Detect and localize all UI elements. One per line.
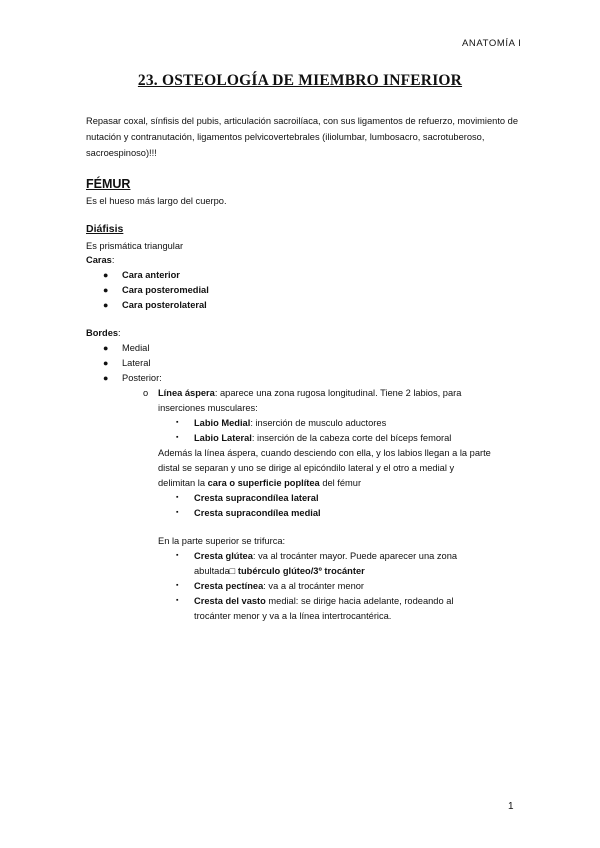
round-bullet: ● (103, 358, 109, 368)
round-bullet: ● (103, 270, 109, 280)
running-header: ANATOMÍA I (462, 38, 522, 49)
page-title: 23. OSTEOLOGÍA DE MIEMBRO INFERIOR (137, 72, 463, 89)
cresta-glutea-item-2: abultada□ tubérculo glúteo/3º trocánter (194, 566, 365, 576)
list-item: Posterior: (122, 373, 162, 383)
intro-paragraph: Repasar coxal, sínfisis del pubis, articulación sacroilíaca, con sus ligamentos de refuerzo, movimiento de nutación y contranutación, ligamentos pelvicovertebrales (iliolumbar, lumbosacro, sacrotuberoso, sacroespinoso)!!! (86, 116, 518, 158)
femur-description: Es el hueso más largo del cuerpo. (86, 196, 227, 206)
list-item: Cara posterolateral (122, 300, 207, 310)
linea-aspera-line: Línea áspera: aparece una zona rugosa longitudinal. Tiene 2 labios, para (158, 388, 462, 398)
list-item: Lateral (122, 358, 151, 368)
bordes-label: Bordes: (86, 328, 121, 338)
round-bullet: ● (103, 285, 109, 295)
labio-medial-item: Labio Medial: inserción de musculo aductores (194, 418, 387, 428)
linea-aspera-line-2: inserciones musculares: (158, 403, 258, 413)
caras-label: Caras: (86, 255, 115, 265)
round-bullet: ● (103, 300, 109, 310)
square-bullet: ▪ (176, 494, 179, 501)
trifurca-intro: En la parte superior se trifurca: (158, 536, 286, 546)
square-bullet: ▪ (176, 597, 179, 604)
subsection-heading-diafisis: Diáfisis (86, 223, 124, 235)
square-bullet: ▪ (176, 509, 179, 516)
square-bullet: ▪ (176, 434, 179, 441)
list-item: Medial (122, 343, 150, 353)
square-bullet: ▪ (176, 419, 179, 426)
linea-aspera-paragraph-1: Además la línea áspera, cuando desciendo con ella, y los labios llegan a la parte (158, 448, 491, 458)
linea-aspera-paragraph-2: distal se separan y uno se dirige al epicóndilo lateral y el otro a medial y (158, 463, 455, 473)
diafisis-description: Es prismática triangular (86, 241, 184, 251)
cresta-pectinea-item: Cresta pectínea: va a al trocánter menor (194, 581, 365, 591)
square-bullet: ▪ (176, 552, 179, 559)
list-item: Cara posteromedial (122, 285, 209, 295)
linea-aspera-paragraph-3: delimitan la cara o superficie poplítea del fémur (158, 478, 362, 488)
square-bullet: ▪ (176, 582, 179, 589)
section-heading-femur: FÉMUR (86, 177, 131, 191)
list-item: Cresta supracondílea lateral (194, 493, 319, 503)
cresta-glutea-item: Cresta glútea: va al trocánter mayor. Puede aparecer una zona (194, 551, 458, 561)
list-item: Cara anterior (122, 270, 180, 280)
round-bullet: ● (103, 343, 109, 353)
circle-bullet: o (143, 388, 149, 398)
round-bullet: ● (103, 373, 109, 383)
list-item: Cresta supracondílea medial (194, 508, 321, 518)
page-number: 1 (508, 801, 514, 812)
labio-lateral-item: Labio Lateral: inserción de la cabeza corte del bíceps femoral (194, 433, 452, 443)
cresta-vasto-item-2: trocánter menor y va a la línea intertrocantérica. (194, 611, 392, 621)
cresta-vasto-item: Cresta del vasto medial: se dirige hacia adelante, rodeando al (194, 596, 454, 606)
